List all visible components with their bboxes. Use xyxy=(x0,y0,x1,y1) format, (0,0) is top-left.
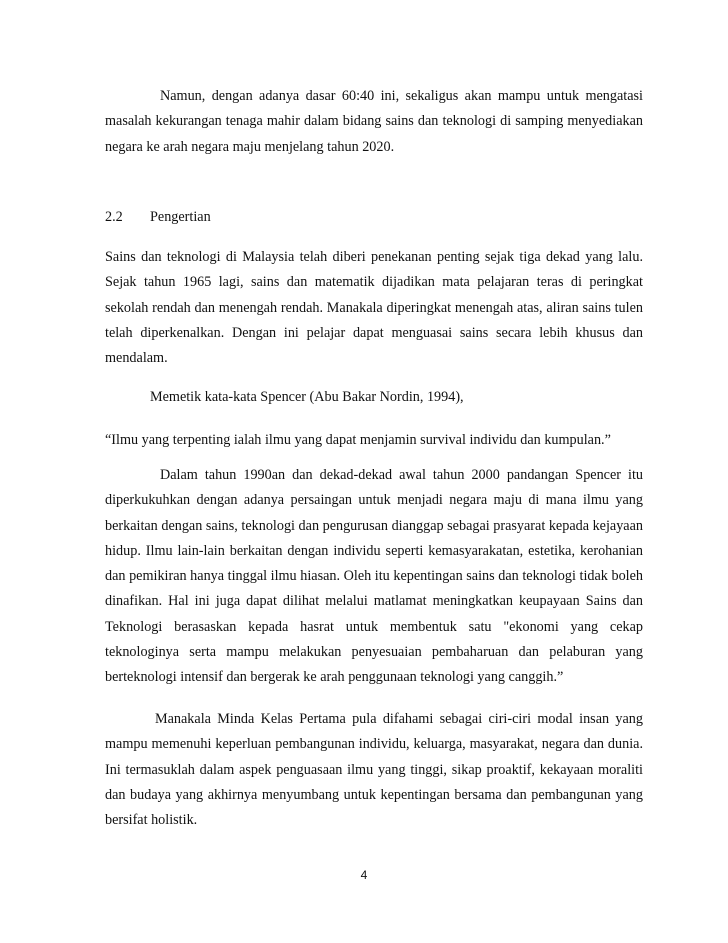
paragraph-spencer-intro: Memetik kata-kata Spencer (Abu Bakar Nordin, 1994), xyxy=(150,389,464,405)
paragraph-intro: Namun, dengan adanya dasar 60:40 ini, sekaligus akan mampu untuk mengatasi masalah kekurangan tenaga mahir dalam bidang sains dan teknologi di samping menyediakan negara ke arah negara maju menjelang tahun 2020. xyxy=(105,88,643,155)
spencer-quote: “Ilmu yang terpenting ialah ilmu yang dapat menjamin survival individu dan kumpulan.” xyxy=(105,432,611,448)
section-title: Pengertian xyxy=(150,209,211,225)
paragraph-minda-kelas-pertama: Manakala Minda Kelas Pertama pula difahami sebagai ciri-ciri modal insan yang mampu memenuhi keperluan pembangunan individu, keluarga, masyarakat, negara dan dunia. Ini termasuklah dalam aspek penguasaan ilmu yang tinggi, sikap proaktif, kekayaan moraliti dan budaya yang akhirnya menyumbang untuk kepentingan bersama dan pembangunan yang bersifat holistik. xyxy=(105,711,643,829)
paragraph-definition: Sains dan teknologi di Malaysia telah diberi penekanan penting sejak tiga dekad yang lalu. Sejak tahun 1965 lagi, sains dan matematik dijadikan mata pelajaran teras di peringkat sekolah rendah dan menengah rendah. Manakala diperingkat menengah atas, aliran sains tulen telah diperkenalkan. Dengan ini pelajar dapat menguasai sains secara lebih khusus dan mendalam. xyxy=(105,249,643,367)
paragraph-1990s: Dalam tahun 1990an dan dekad-dekad awal tahun 2000 pandangan Spencer itu diperkukuhkan dengan adanya persaingan untuk menjadi negara maju di mana ilmu yang berkaitan dengan sains, teknologi dan pengurusan dianggap sebagai prasyarat kepada kejayaan hidup. Ilmu lain-lain berkaitan dengan individu seperti kemasyarakatan, estetika, kerohanian dan pemikiran hanya tinggal ilmu hiasan. Oleh itu kepentingan sains dan teknologi tidak boleh dinafikan. Hal ini juga dapat dilihat melalui matlamat meningkatkan keupayaan Sains dan Teknologi berasaskan kepada hasrat untuk membentuk satu "ekonomi yang cekap teknologinya serta mampu melakukan penyesuaian pembaharuan dan pelaburan yang berteknologi intensif dan bergerak ke arah penggunaan teknologi yang canggih.” xyxy=(105,467,643,686)
section-heading xyxy=(105,207,211,227)
section-number: 2.2 xyxy=(105,209,123,225)
page-number: 4 xyxy=(360,868,368,882)
